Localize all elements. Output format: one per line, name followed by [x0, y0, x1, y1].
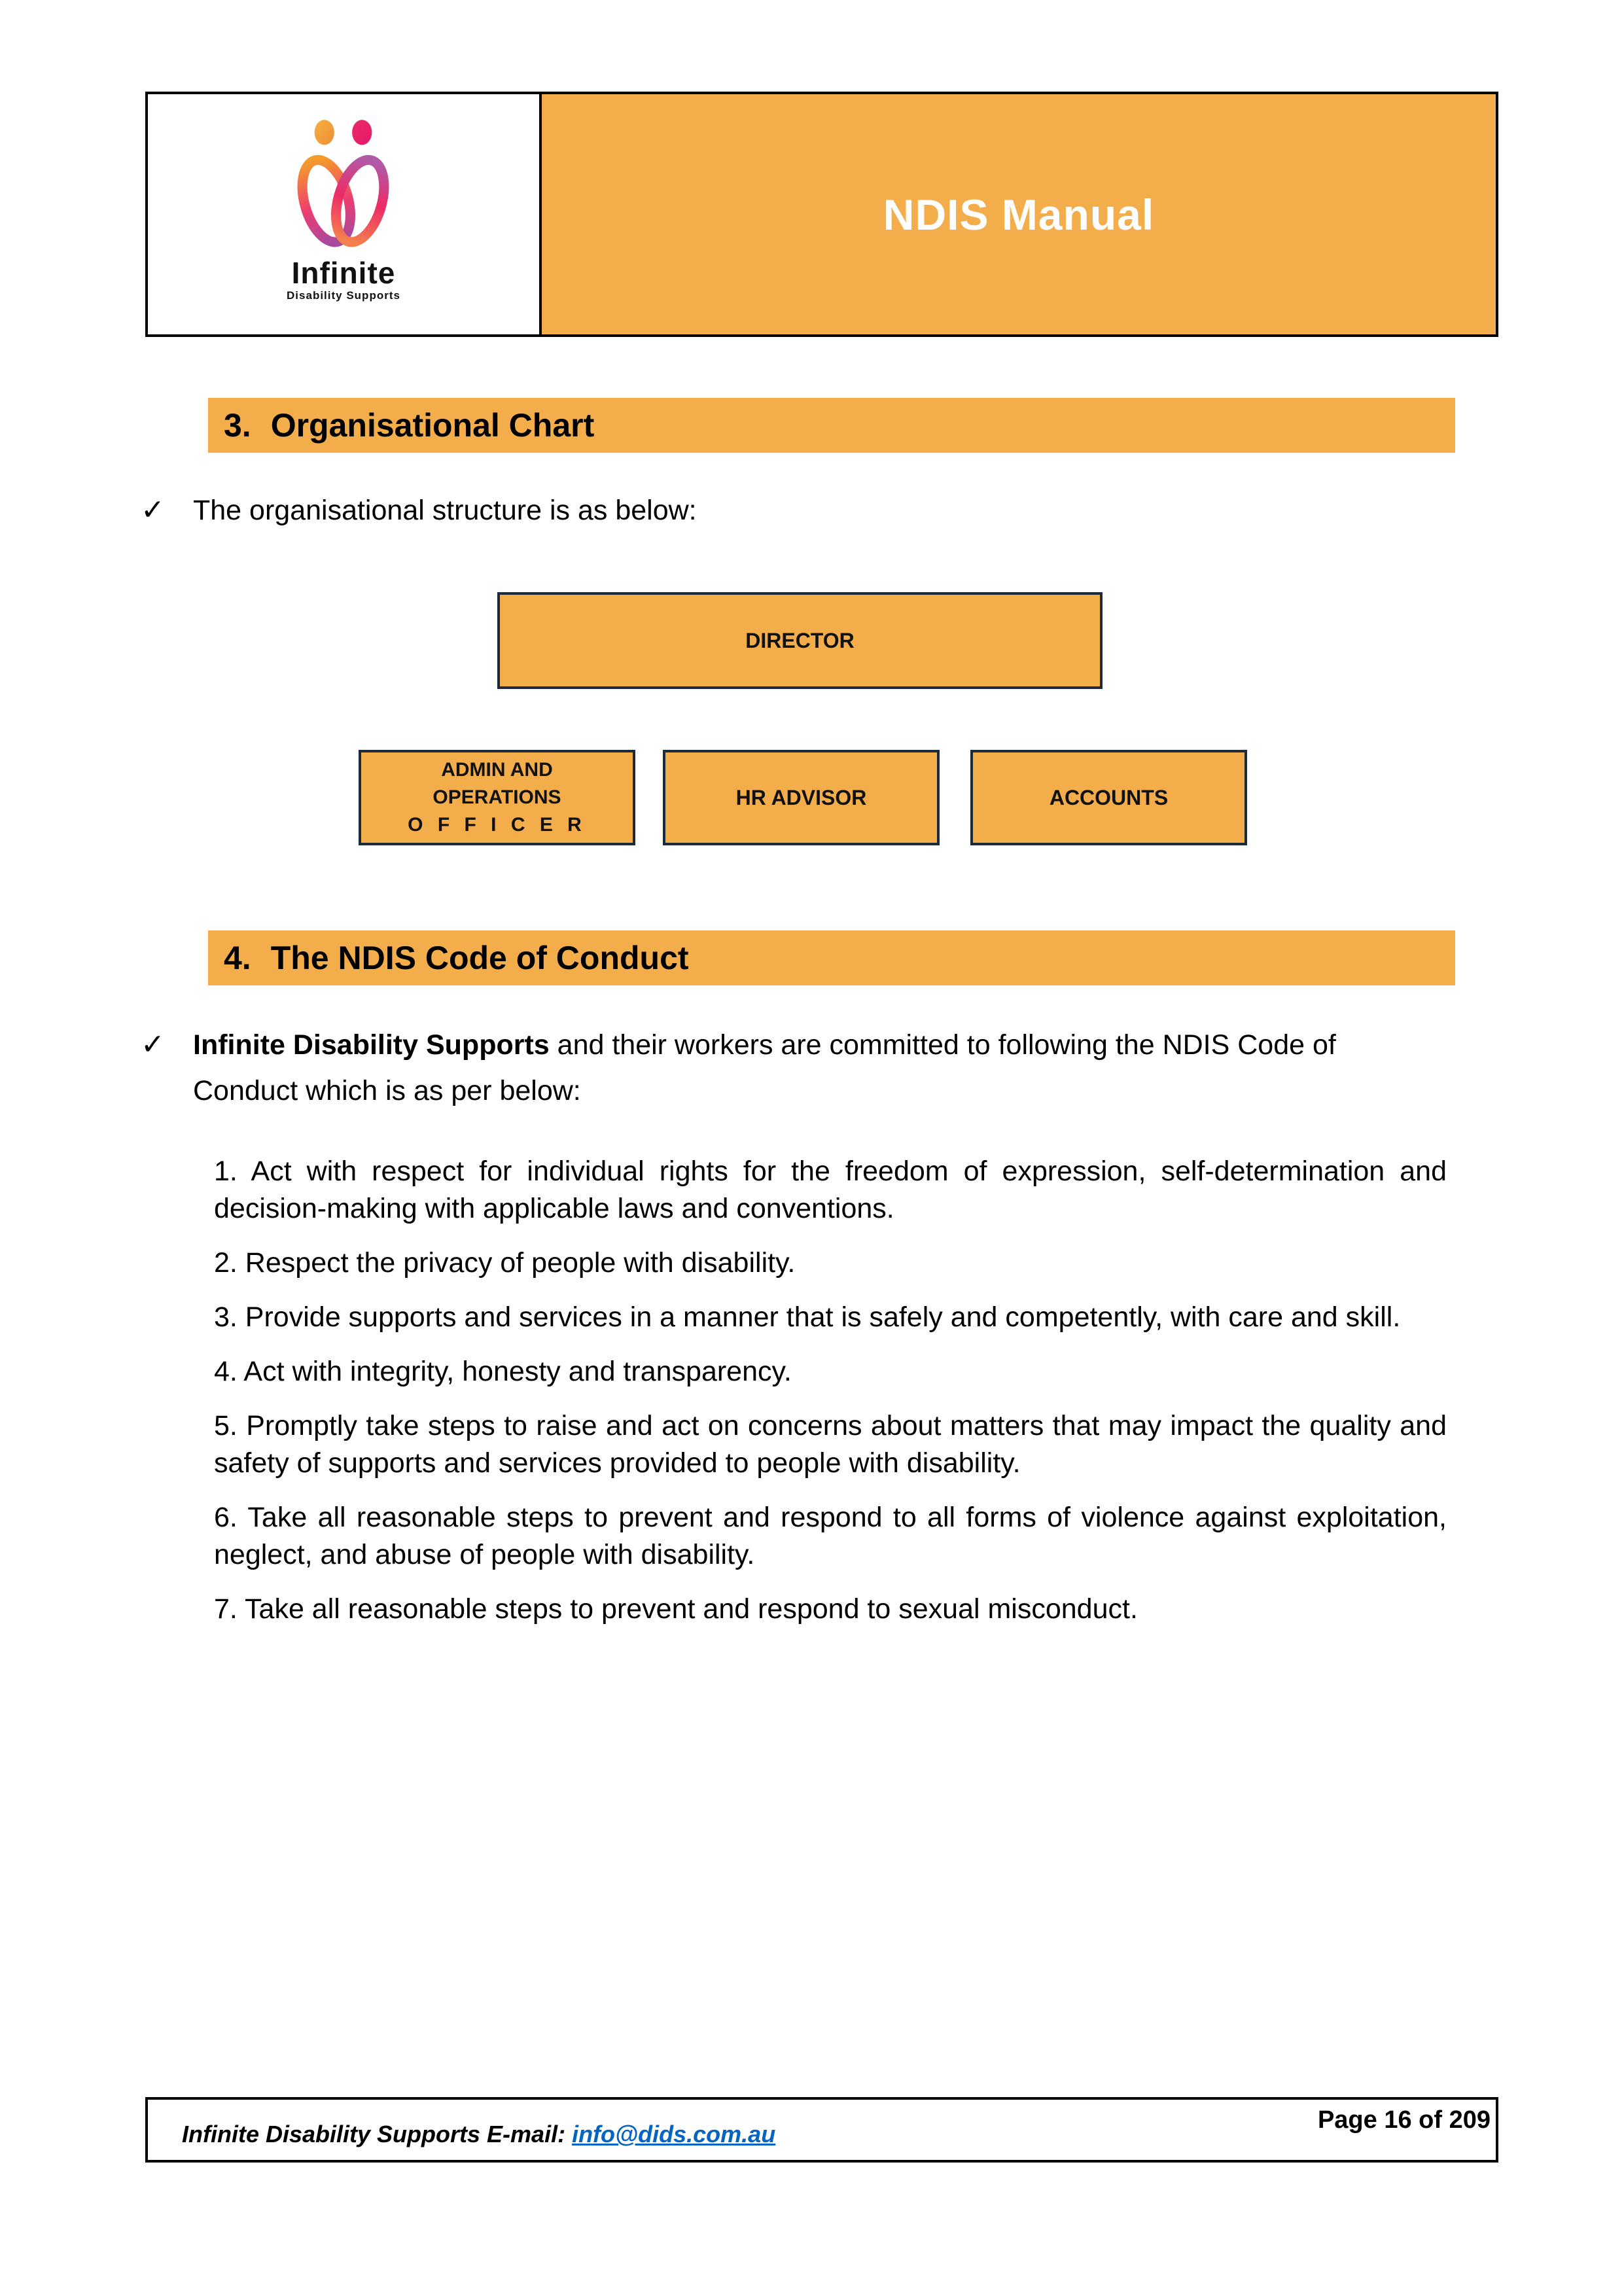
- code-intro-text: [193, 1022, 1446, 1114]
- title-banner: [542, 94, 1496, 334]
- document-title: NDIS Manual: [883, 190, 1155, 239]
- code-intro-bold: Infinite Disability Supports: [193, 1029, 550, 1061]
- logo-cell: [148, 94, 542, 334]
- org-box-director: [497, 592, 1103, 689]
- section-title: The NDIS Code of Conduct: [270, 940, 689, 976]
- conduct-item-3: 3. Provide supports and services in a manner that is safely and competently, with care and skill.: [214, 1301, 1401, 1333]
- org-box-admin-line3: O F F I C E R: [408, 814, 586, 836]
- conduct-item-2: 2. Respect the privacy of people with disability.: [214, 1247, 796, 1279]
- footer: [145, 2097, 1498, 2163]
- email-link[interactable]: info@dids.com.au: [572, 2121, 776, 2147]
- check-icon: ✓: [141, 494, 165, 526]
- conduct-item-7: 7. Take all reasonable steps to prevent and respond to sexual misconduct.: [214, 1593, 1138, 1625]
- footer-email-line: [182, 2121, 775, 2148]
- section-number: 3.: [224, 407, 251, 444]
- header: [145, 92, 1498, 337]
- conduct-item-1: 1. Act with respect for individual rights for the freedom of expression, self-determination and decision-making with applicable laws and conventions.: [214, 1156, 1447, 1224]
- org-box-admin-line1: ADMIN AND: [441, 759, 553, 781]
- section-number: 4.: [224, 940, 251, 976]
- org-box-hr-label: HR ADVISOR: [735, 785, 867, 809]
- org-box-accounts: [970, 750, 1247, 845]
- org-box-admin-line2: OPERATIONS: [432, 786, 561, 808]
- conduct-item-4: 4. Act with integrity, honesty and transparency.: [214, 1356, 792, 1387]
- org-box-accounts-label: ACCOUNTS: [1049, 785, 1169, 809]
- footer-email-label: Infinite Disability Supports E-mail:: [182, 2121, 573, 2147]
- org-intro-bullet: [141, 487, 1446, 533]
- code-of-conduct-list: [214, 1153, 1447, 1645]
- code-intro-bullet: [141, 1022, 1446, 1114]
- section-title: Organisational Chart: [270, 407, 595, 444]
- org-box-director-label: DIRECTOR: [745, 628, 855, 652]
- infinity-figures-icon: [268, 118, 419, 256]
- section-heading-ndis-code-of-conduct: [208, 930, 1455, 985]
- logo-name: Infinite: [291, 256, 396, 291]
- org-box-admin-operations-officer: [359, 750, 635, 845]
- infinite-logo: [268, 118, 419, 302]
- org-box-hr-advisor: [663, 750, 940, 845]
- org-intro-text: The organisational structure is as below:: [193, 495, 697, 526]
- logo-tagline: Disability Supports: [287, 289, 400, 302]
- conduct-item-6: 6. Take all reasonable steps to prevent and respond to all forms of violence against exploitation, neglect, and abuse of people with disability.: [214, 1502, 1447, 1570]
- code-intro-rest: and their workers are committed to following the NDIS Code of Conduct which is as per below:: [193, 1029, 1336, 1106]
- section-heading-organisational-chart: [208, 398, 1455, 453]
- conduct-item-5: 5. Promptly take steps to raise and act on concerns about matters that may impact the quality and safety of supports and services provided to people with disability.: [214, 1410, 1447, 1479]
- check-icon: ✓: [141, 1029, 165, 1061]
- page-number: Page 16 of 209: [1317, 2106, 1491, 2134]
